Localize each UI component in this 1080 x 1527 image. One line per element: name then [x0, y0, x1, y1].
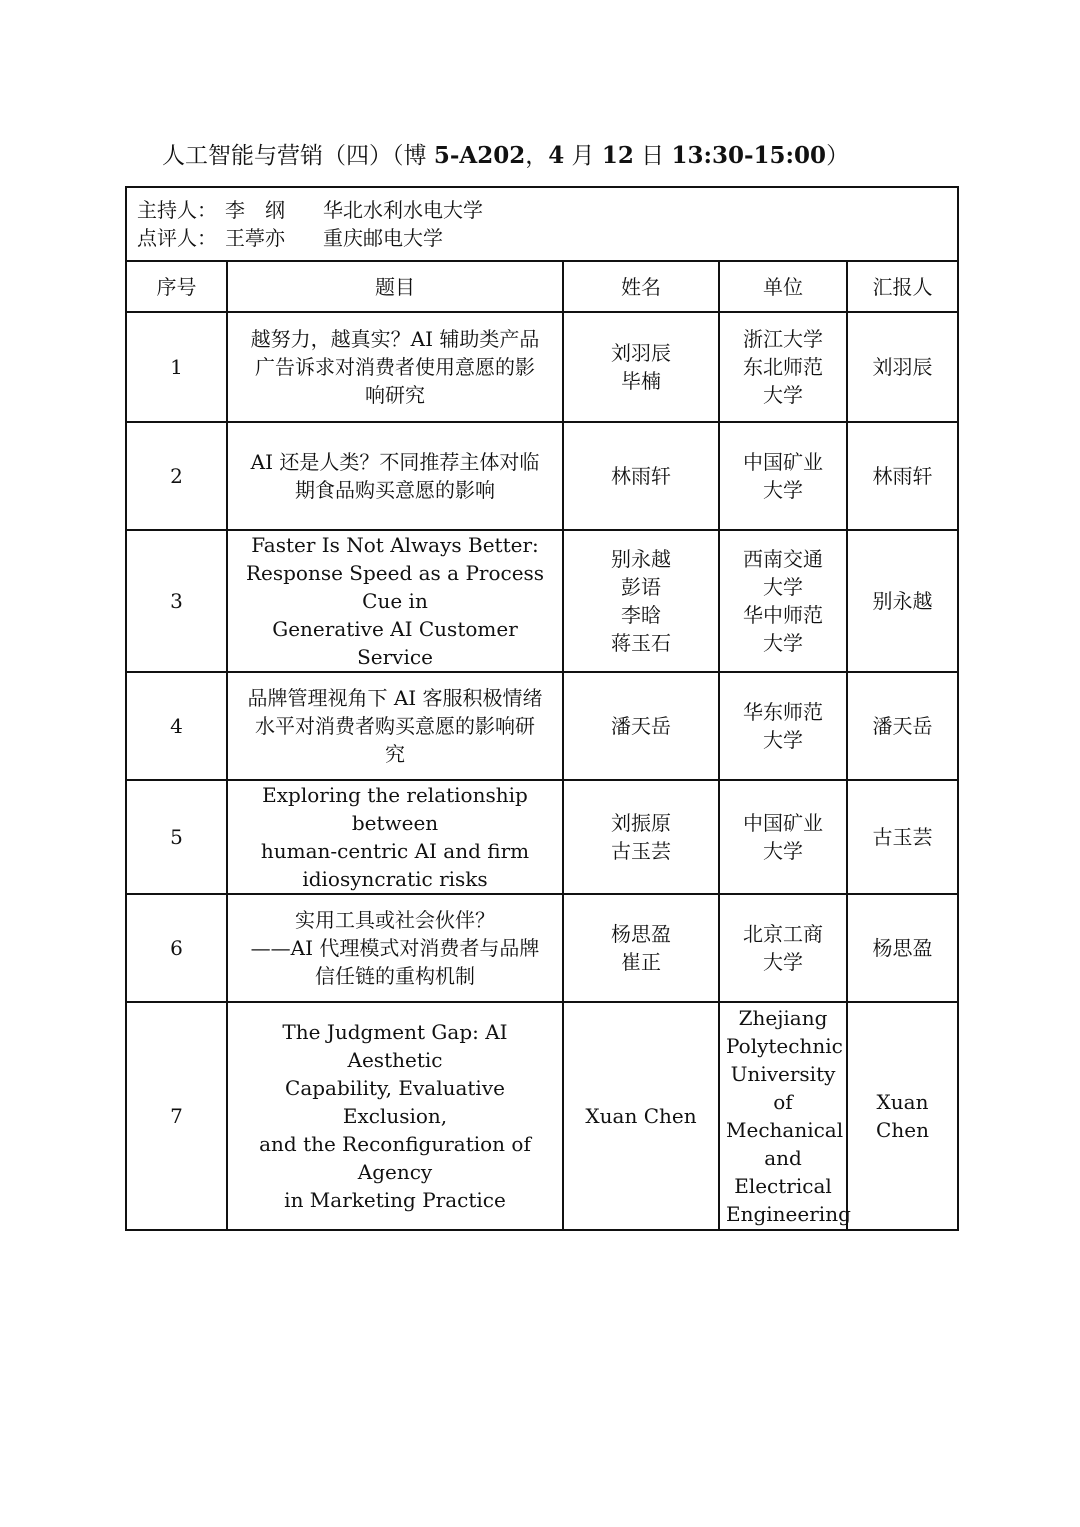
- row-names: [563, 312, 719, 422]
- row-no: 2: [126, 422, 227, 530]
- schedule-table: [125, 186, 959, 1231]
- row-topic: [227, 530, 563, 672]
- row-no: 4: [126, 672, 227, 780]
- row-presenter-line: 古玉芸: [872, 825, 933, 849]
- reviewer-name: 王葶亦: [225, 226, 285, 250]
- row-unit-line: of: [773, 1090, 793, 1114]
- row-unit-line: 西南交通: [743, 547, 823, 571]
- row-names-line: 刘振原: [611, 811, 671, 835]
- row-unit-line: Polytechnic: [726, 1034, 843, 1058]
- table-row: [126, 422, 958, 530]
- row-topic-line: The Judgment Gap: AI Aesthetic: [282, 1020, 508, 1072]
- row-topic-line: AI 还是人类？不同推荐主体对临: [250, 450, 540, 474]
- row-names-line: 潘天岳: [611, 714, 671, 738]
- row-names-line: 林雨轩: [611, 464, 671, 488]
- row-unit-line: 华东师范: [743, 700, 823, 724]
- reviewer-label: 点评人：: [137, 226, 217, 250]
- row-presenter: [847, 894, 958, 1002]
- row-names: [563, 530, 719, 672]
- row-topic: [227, 1002, 563, 1230]
- row-topic-line: 越努力，越真实？AI 辅助类产品: [250, 327, 540, 351]
- row-unit-line: 华中师范: [743, 603, 823, 627]
- reviewer-org: 重庆邮电大学: [323, 226, 443, 250]
- title-prefix: 人工智能与营销（四）（博: [162, 143, 434, 169]
- header-row: [126, 261, 958, 312]
- row-unit: [719, 1002, 851, 1230]
- row-topic-line: Generative AI Customer Service: [272, 617, 518, 669]
- row-presenter-line: 杨思盈: [872, 936, 933, 960]
- row-unit-line: 浙江大学: [743, 327, 823, 351]
- row-presenter-line: 潘天岳: [872, 714, 933, 738]
- row-names-line: 李晗: [621, 603, 661, 627]
- row-unit-line: 大学: [763, 839, 803, 863]
- row-unit-line: 北京工商: [743, 922, 823, 946]
- row-presenter: [847, 422, 958, 530]
- header-presenter: 汇报人: [847, 261, 958, 312]
- row-topic-line: in Marketing Practice: [284, 1188, 506, 1212]
- row-unit-line: Electrical: [734, 1174, 832, 1198]
- header-names: 姓名: [563, 261, 719, 312]
- table-row: [126, 780, 958, 894]
- row-presenter-line: 刘羽辰: [872, 355, 933, 379]
- row-unit-line: 中国矿业: [743, 450, 823, 474]
- row-no: 1: [126, 312, 227, 422]
- table-row: [126, 672, 958, 780]
- row-names: [563, 672, 719, 780]
- row-unit-line: 中国矿业: [743, 811, 823, 835]
- info-cell: [126, 187, 958, 261]
- row-presenter-line: 别永越: [872, 589, 933, 613]
- session-title: [0, 140, 1000, 172]
- row-topic-line: 广告诉求对消费者使用意愿的影: [255, 355, 535, 379]
- header-unit: 单位: [719, 261, 847, 312]
- title-suffix: ）: [826, 143, 850, 169]
- row-unit: [719, 530, 847, 672]
- row-topic-line: 期食品购买意愿的影响: [295, 478, 495, 502]
- title-day: 12: [601, 142, 634, 169]
- row-topic-line: 实用工具或社会伙伴？: [295, 908, 495, 932]
- row-names-line: 彭语: [621, 575, 661, 599]
- row-presenter: [847, 672, 958, 780]
- row-names-line: 古玉芸: [611, 839, 671, 863]
- row-names-line: 蒋玉石: [611, 631, 671, 655]
- row-names: [563, 422, 719, 530]
- row-names-line: 刘羽辰: [611, 341, 671, 365]
- row-presenter: [847, 1002, 958, 1230]
- row-topic-line: 究: [385, 742, 405, 766]
- row-names-line: 毕楠: [621, 369, 661, 393]
- row-names-line: Xuan Chen: [585, 1104, 697, 1128]
- row-unit-line: 大学: [763, 950, 803, 974]
- table-row: [126, 894, 958, 1002]
- title-separator: ，: [525, 143, 549, 169]
- title-month-word: 月: [564, 143, 602, 169]
- host-line: [137, 196, 951, 224]
- row-unit-line: Engineering: [726, 1202, 851, 1226]
- row-names-line: 杨思盈: [611, 922, 671, 946]
- row-topic-line: ——AI 代理模式对消费者与品牌: [250, 936, 540, 960]
- row-unit: [719, 422, 847, 530]
- row-unit-line: 大学: [763, 728, 803, 752]
- table-row: [126, 530, 958, 672]
- row-no: 6: [126, 894, 227, 1002]
- row-names: [563, 1002, 719, 1230]
- row-topic-line: and the Reconfiguration of Agency: [259, 1132, 531, 1184]
- row-topic-line: human-centric AI and firm: [260, 839, 530, 863]
- title-day-word: 日: [633, 143, 672, 169]
- row-topic-line: 水平对消费者购买意愿的影响研: [255, 714, 535, 738]
- row-topic: [227, 780, 563, 894]
- row-names: [563, 780, 719, 894]
- row-topic-line: Capability, Evaluative Exclusion,: [285, 1076, 505, 1128]
- row-unit-line: University: [730, 1062, 836, 1086]
- row-unit-line: and: [764, 1146, 802, 1170]
- row-names-line: 别永越: [611, 547, 671, 571]
- row-unit-line: 东北师范: [743, 355, 823, 379]
- title-room: 5-A202: [433, 142, 526, 169]
- row-topic: [227, 672, 563, 780]
- row-topic-line: idiosyncratic risks: [302, 867, 488, 891]
- row-unit-line: Mechanical: [726, 1118, 844, 1142]
- info-row: [126, 187, 958, 261]
- row-no: 5: [126, 780, 227, 894]
- table-body: [126, 312, 958, 1230]
- row-presenter: [847, 312, 958, 422]
- title-time: 13:30-15:00: [671, 142, 827, 169]
- row-presenter-line: Chen: [876, 1118, 929, 1142]
- row-unit: [719, 672, 847, 780]
- row-topic: [227, 312, 563, 422]
- row-topic: [227, 894, 563, 1002]
- header-no: 序号: [126, 261, 227, 312]
- row-topic-line: 响研究: [365, 383, 425, 407]
- row-unit-line: 大学: [763, 383, 803, 407]
- reviewer-line: [137, 224, 951, 252]
- row-names: [563, 894, 719, 1002]
- row-unit: [719, 312, 847, 422]
- row-no: 7: [126, 1002, 227, 1230]
- row-presenter-line: 林雨轩: [872, 464, 933, 488]
- row-names-line: 崔正: [621, 950, 661, 974]
- host-org: 华北水利水电大学: [323, 198, 483, 222]
- row-unit-line: 大学: [763, 478, 803, 502]
- row-presenter-line: Xuan: [876, 1090, 929, 1114]
- title-month: 4: [548, 142, 565, 169]
- row-presenter: [847, 780, 958, 894]
- row-topic-line: Response Speed as a Process Cue in: [245, 561, 545, 613]
- row-topic-line: Faster Is Not Always Better:: [251, 533, 539, 557]
- row-topic-line: 信任链的重构机制: [315, 964, 475, 988]
- row-unit-line: Zhejiang: [738, 1006, 828, 1030]
- row-unit: [719, 894, 847, 1002]
- row-unit-line: 大学: [763, 631, 803, 655]
- table-row: [126, 1002, 958, 1230]
- row-topic-line: 品牌管理视角下 AI 客服积极情绪: [247, 686, 543, 710]
- row-no: 3: [126, 530, 227, 672]
- row-presenter: [847, 530, 958, 672]
- header-topic: 题目: [227, 261, 563, 312]
- table-row: [126, 312, 958, 422]
- row-unit-line: 大学: [763, 575, 803, 599]
- row-unit: [719, 780, 847, 894]
- row-topic-line: Exploring the relationship between: [262, 783, 528, 835]
- host-name: 李 纲: [225, 198, 285, 222]
- row-topic: [227, 422, 563, 530]
- host-label: 主持人：: [137, 198, 217, 222]
